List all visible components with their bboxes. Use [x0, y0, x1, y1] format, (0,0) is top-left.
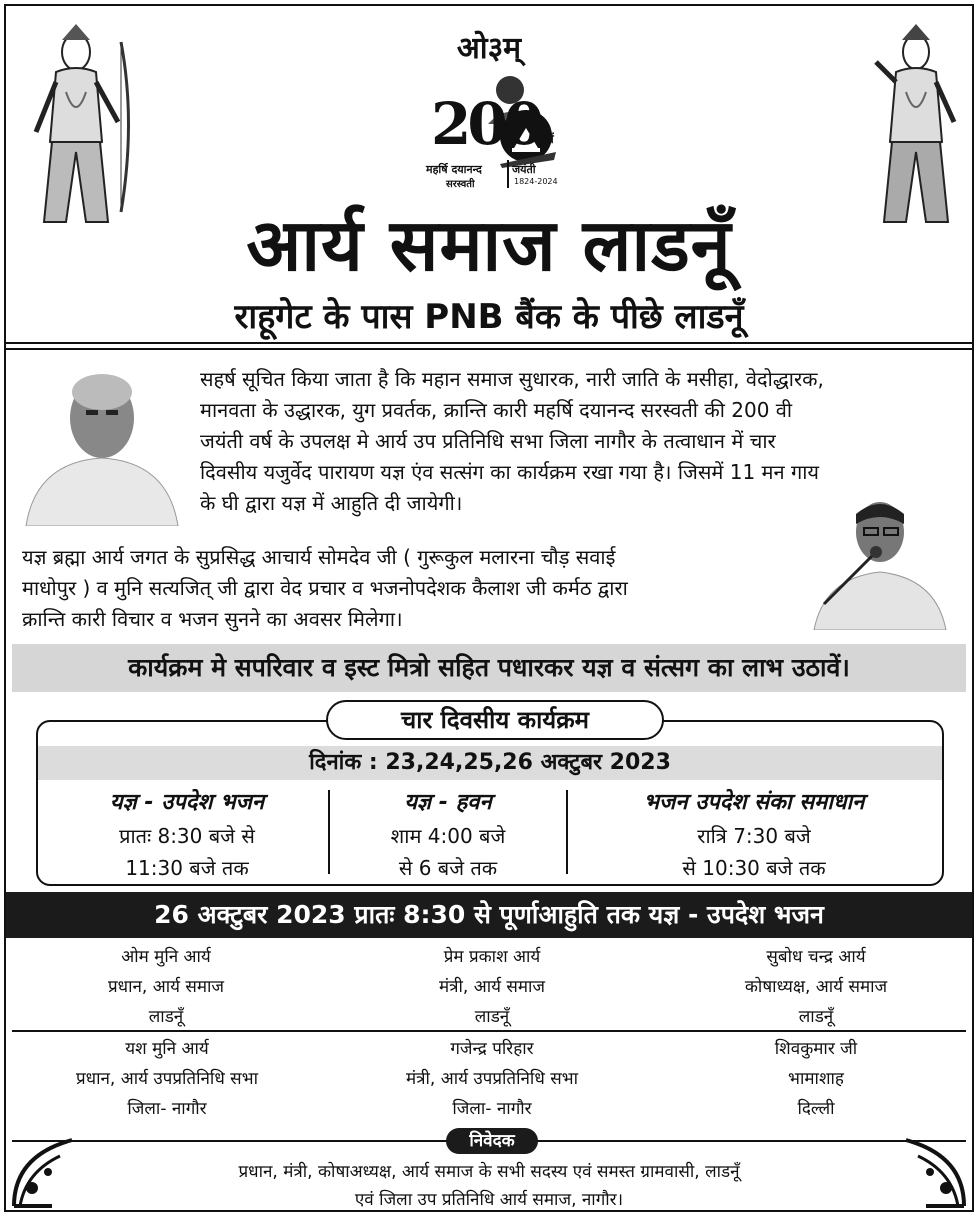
officer-card [706, 1034, 926, 1124]
officer-place: लाडनूँ [474, 1007, 510, 1027]
officer-place: दिल्ली [797, 1099, 835, 1119]
officer-role: मंत्री, आर्य उपप्रतिनिधि सभा [405, 1069, 579, 1089]
officer-card [32, 1034, 302, 1124]
intro-paragraph-1 [200, 364, 960, 519]
intro-line: यज्ञ ब्रह्मा आर्य जगत के सुप्रसिद्ध आचार्य सोमदेव जी ( गुरूकुल मलारना चौड़ सवाई [22, 545, 616, 569]
column-time: प्रातः 8:30 बजे से [119, 824, 255, 848]
officer-place: जिला- नागौर [452, 1099, 532, 1119]
divider [12, 1030, 966, 1032]
officer-role: कोषाध्यक्ष, आर्य समाज [744, 977, 888, 997]
emblem-surname: सरस्वती [446, 179, 475, 190]
emblem-jayanti: जयंती [512, 163, 536, 176]
officer-role: प्रधान, आर्य उपप्रतिनिधि सभा [75, 1069, 259, 1089]
program-title: चार दिवसीय कार्यक्रम [326, 700, 664, 740]
intro-line: माधोपुर ) व मुनि सत्यजित् जी द्वारा वेद प्रचार व भजनोपदेशक कैलाश जी कर्मठ द्वारा [22, 576, 628, 600]
invitation-banner: कार्यक्रम मे सपरिवार व इस्ट मित्रो सहित पधारकर यज्ञ व संत्सग का लाभ उठावें। [12, 644, 966, 692]
officer-role: मंत्री, आर्य समाज [438, 977, 546, 997]
officer-name: यश मुनि आर्य [125, 1039, 209, 1059]
footer-line-2: एवं जिला उप प्रतिनिधि आर्य समाज, नागौर। [354, 1190, 624, 1210]
officer-place: लाडनूँ [148, 1007, 184, 1027]
divider [6, 348, 972, 350]
emblem-name: महर्षि दयानन्द [426, 163, 482, 176]
main-title: आर्य समाज लाडनूँ [246, 203, 732, 287]
intro-line: मानवता के उद्धारक, युग प्रवर्तक, क्रान्ति कारी महर्षि दयानन्द सरस्वती की 200 वी [200, 398, 793, 422]
column-time: 11:30 बजे तक [125, 856, 249, 880]
final-day-bar: 26 अक्टुबर 2023 प्रातः 8:30 से पूर्णाआहुति तक यज्ञ - उपदेश भजन [6, 892, 972, 938]
column-time: रात्रि 7:30 बजे [697, 824, 811, 848]
officer-role: प्रधान, आर्य समाज [107, 977, 225, 997]
officer-name: शिवकुमार जी [774, 1039, 858, 1059]
intro-line: क्रान्ति कारी विचार व भजन सुनने का अवसर मिलेगा। [22, 607, 403, 631]
column-heading: भजन उपदेश संका समाधान [643, 790, 865, 815]
om-heading: ओ३म् [456, 31, 522, 66]
column-divider [328, 790, 330, 874]
footer-line-1: प्रधान, मंत्री, कोषाअध्यक्ष, आर्य समाज के सभी सदस्य एवं समस्त ग्रामवासी, लाडनूँ [238, 1162, 740, 1182]
divider [6, 342, 972, 344]
officer-place: जिला- नागौर [127, 1099, 207, 1119]
column-time: से 10:30 बजे तक [682, 856, 826, 880]
program-date: दिनांक : 23,24,25,26 अक्टुबर 2023 [38, 746, 942, 780]
emblem-suffix: वीं [544, 132, 554, 146]
officer-role: भामाशाह [788, 1069, 844, 1089]
officer-name: प्रेम प्रकाश आर्य [443, 947, 541, 967]
header [6, 6, 972, 342]
officer-name: ओम मुनि आर्य [121, 947, 211, 967]
program-column-night [572, 786, 936, 884]
officer-card [372, 942, 612, 1032]
column-time: से 6 बजे तक [398, 856, 498, 880]
column-heading: यज्ञ - हवन [404, 790, 492, 815]
officer-name: गजेन्द्र परिहार [450, 1039, 534, 1059]
officer-card [356, 1034, 628, 1124]
intro-line: दिवसीय यजुर्वेद पारायण यज्ञ एंव सत्संग का कार्यक्रम रखा गया है। जिसमें 11 मन गाय [200, 460, 819, 484]
intro-line: जयंती वर्ष के उपलक्ष मे आर्य उप प्रतिनिधि सभा जिला नागौर के तत्वाधान में चार [200, 429, 776, 453]
column-heading: यज्ञ - उपदेश भजन [109, 790, 265, 815]
officer-name: सुबोध चन्द्र आर्य [766, 947, 866, 967]
intro-paragraph-2 [22, 542, 802, 635]
column-time: शाम 4:00 बजे [390, 824, 506, 848]
program-column-morning [48, 786, 326, 884]
nivedak-label: निवेदक [446, 1128, 538, 1154]
emblem-years: 1824-2024 [514, 177, 558, 186]
portrait-photo-left [16, 362, 188, 526]
officer-place: लाडनूँ [798, 1007, 834, 1027]
intro-line: सहर्ष सूचित किया जाता है कि महान समाज सुधारक, नारी जाति के मसीहा, वेदोद्धारक, [200, 367, 824, 391]
program-column-evening [332, 786, 564, 884]
officer-card [690, 942, 942, 1032]
intro-line: के घी द्वारा यज्ञ में आहुति दी जायेगी। [200, 491, 463, 515]
emblem-number: 200 [431, 90, 541, 158]
sub-title: राहूगेट के पास PNB बैंक के पीछे लाडनूँ [234, 297, 744, 337]
column-divider [566, 790, 568, 874]
officer-card [46, 942, 286, 1032]
poster [4, 4, 974, 1212]
